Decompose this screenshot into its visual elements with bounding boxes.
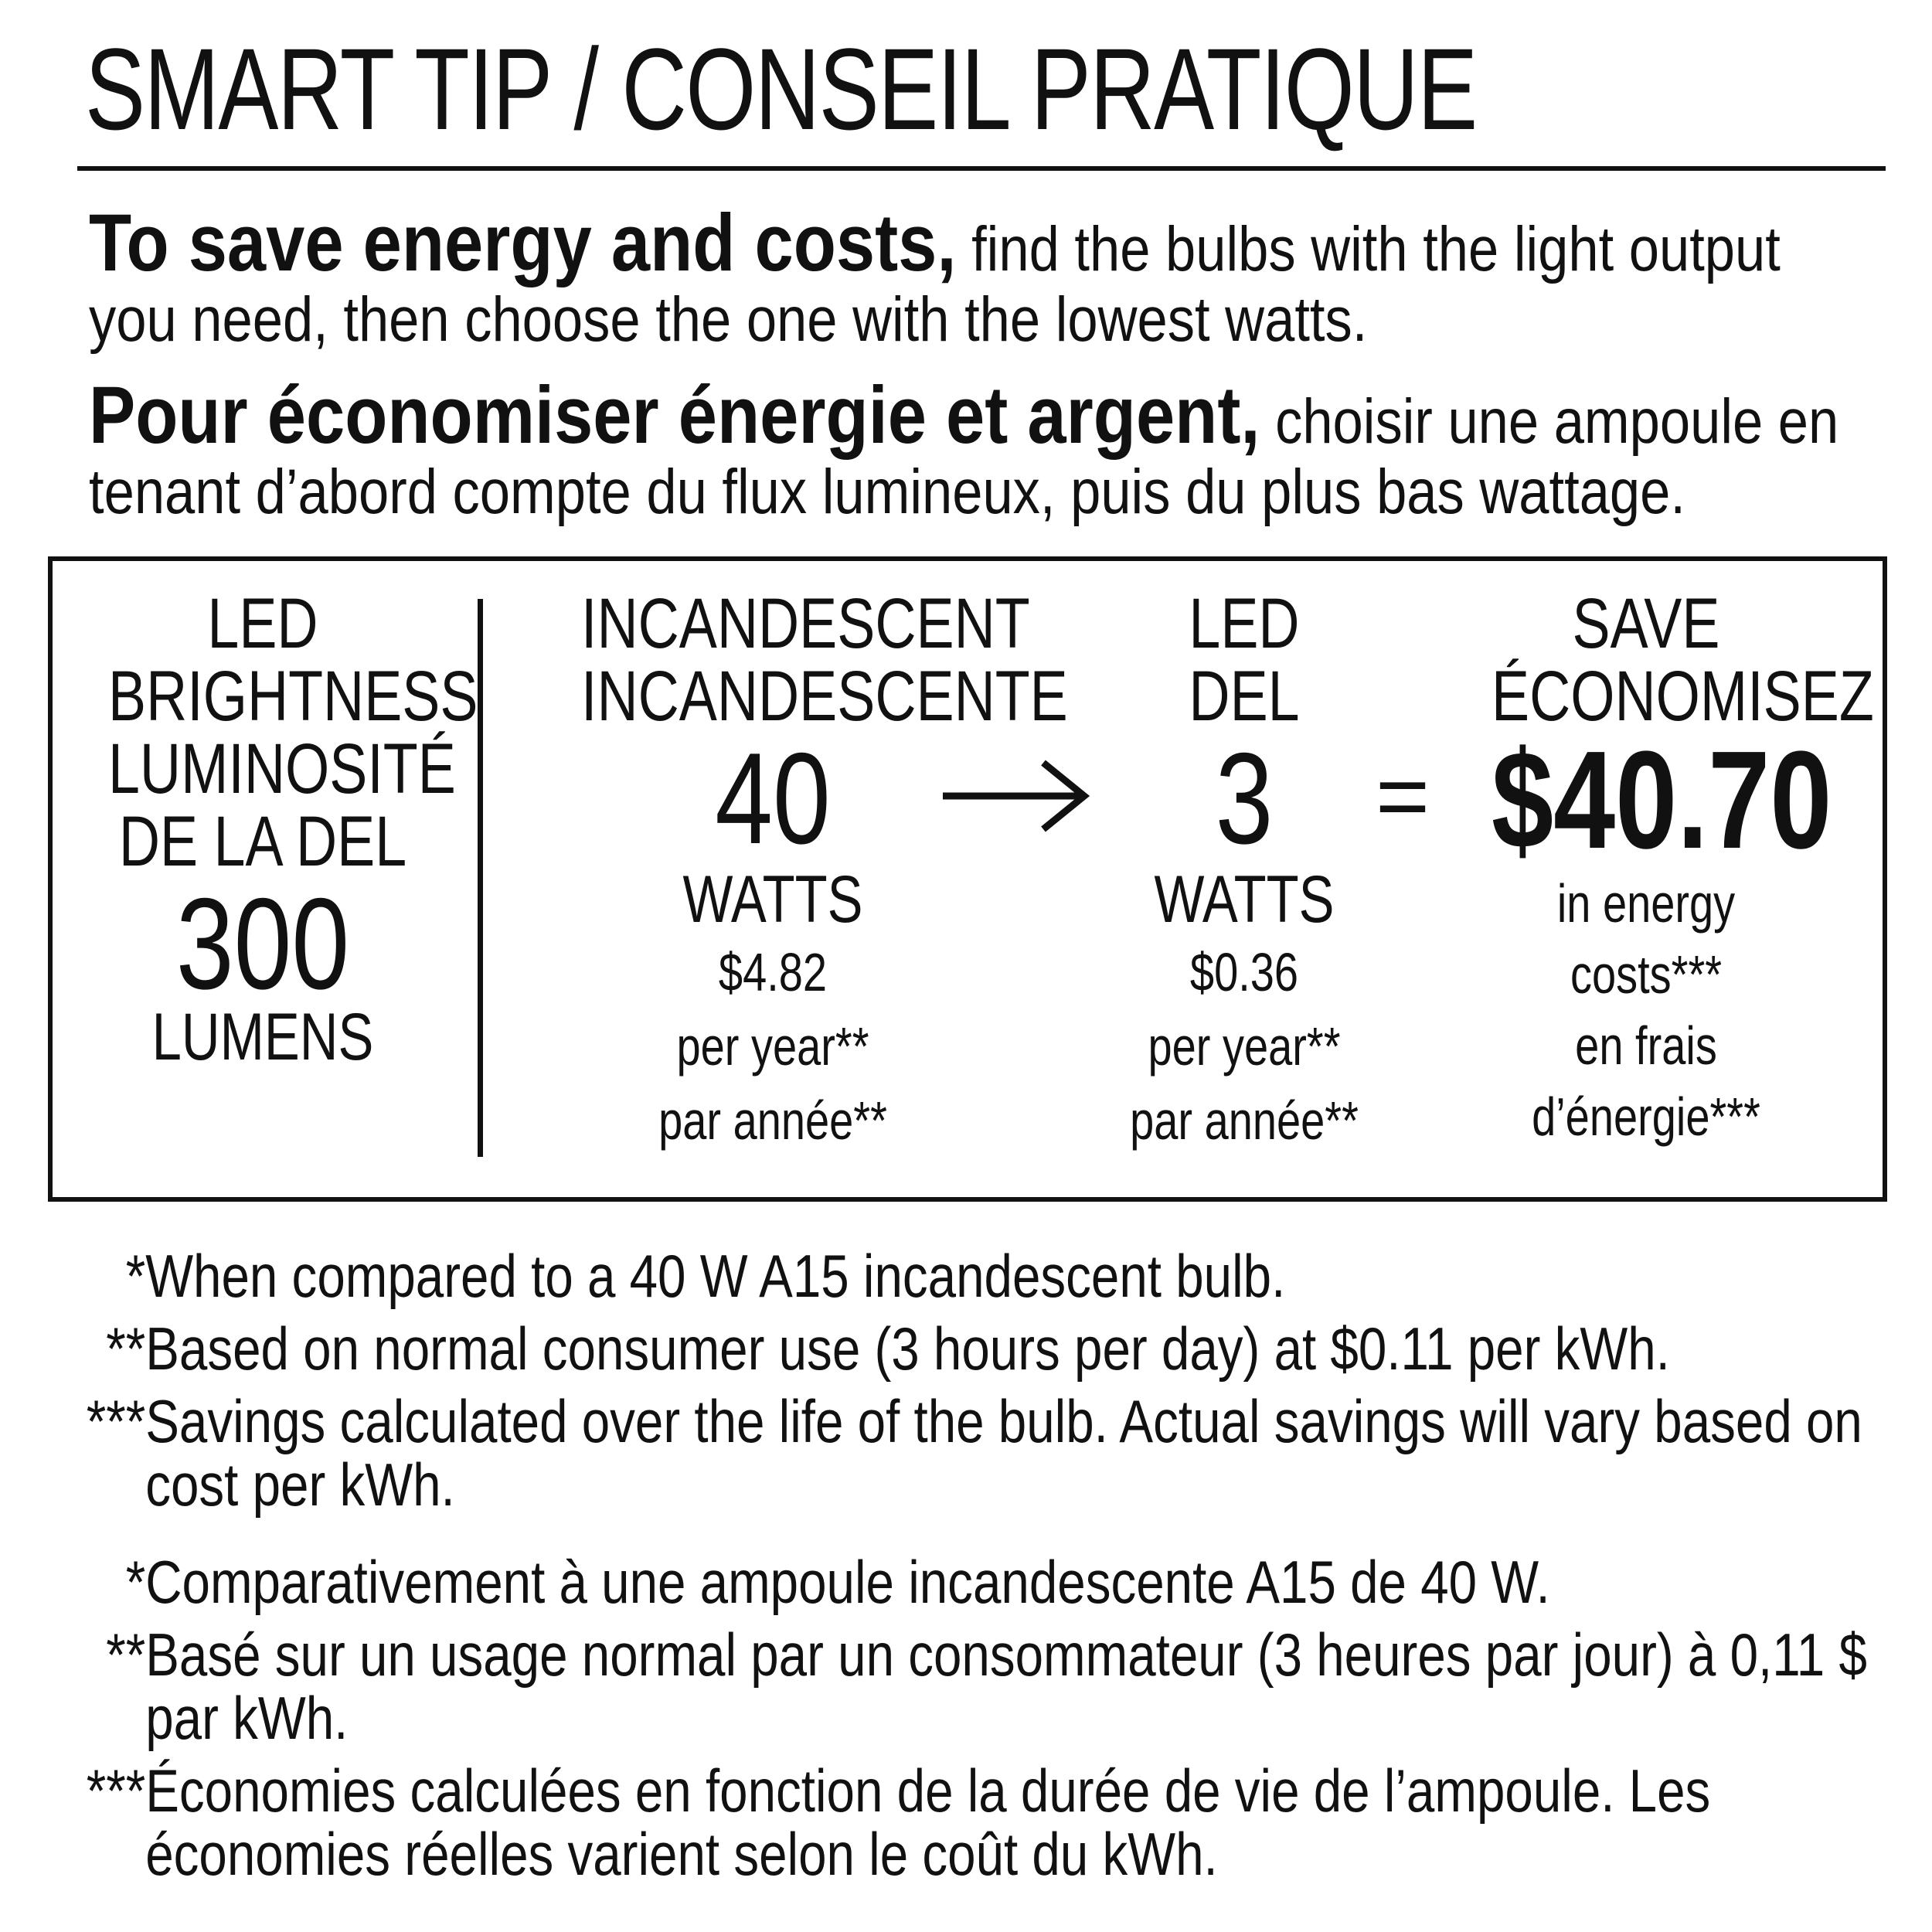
footnote-marker: *** [86,1757,146,1825]
brightness-label-4: DE LA DEL [118,802,407,881]
incandescent-par-annee: par année** [658,1090,887,1151]
led-column [1108,584,1380,1158]
incandescent-label-en: INCANDESCENT [581,584,1030,663]
intro-fr-line2: tenant d’abord compte du flux lumineux, puis du plus bas wattage. [89,457,1685,527]
box-divider [478,599,483,1157]
save-line-2: costs*** [1570,944,1723,1005]
footnote-fr-3 [77,1759,1932,1886]
led-unit: WATTS [1154,862,1335,937]
incandescent-unit: WATTS [682,862,863,937]
footnote-en-1 [77,1244,1932,1308]
led-cost: $0.36 [1189,942,1299,1002]
intro-en-lead: To save energy and costs, [89,198,957,288]
intro-fr-rest: choisir une ampoule en [1260,386,1839,457]
intro-english [89,197,1781,356]
led-watts: 3 [1215,726,1274,871]
led-per-year: per year** [1148,1016,1341,1077]
brightness-unit: LUMENS [151,1000,374,1074]
save-line-1: in energy [1556,873,1736,934]
save-label-fr: ÉCONOMISEZ [1492,657,1874,736]
page-title: SMART TIP / CONSEIL PRATIQUE [85,24,1477,154]
footnote-marker: * [125,1548,146,1616]
incandescent-per-year: per year** [676,1016,869,1077]
footnote-en-3 [77,1387,1932,1519]
intro-french [89,369,1839,529]
title-rule [77,166,1886,171]
intro-en-line2: you need, then choose the one with the lowest watts. [89,284,1368,355]
led-label-en: LED [1189,584,1300,663]
footnotes [77,1244,1901,1895]
save-line-4: d’énergie*** [1532,1087,1760,1147]
led-label-fr: DEL [1189,657,1300,736]
brightness-column [108,584,478,1074]
footnote-text: When compared to a 40 W A15 incandescent bulb. [145,1242,1286,1310]
intro-en-rest: find the bulbs with the light output [956,214,1781,284]
incandescent-column [581,584,1068,1158]
footnote-marker: * [125,1242,146,1310]
incandescent-label-fr: INCANDESCENTE [581,657,1068,736]
footnote-text: Savings calculated over the life of the bulb. Actual savings will vary based on cost per kWh. [145,1387,1862,1519]
right-arrow-icon [939,753,1094,838]
save-amount: $40.70 [1492,723,1832,878]
footnote-marker: ** [106,1315,146,1383]
footnote-en-2 [77,1315,1932,1383]
footnote-text: Économies calculées en fonction de la durée de vie de l’ampoule. Les économies réelles varient selon le coût du kWh. [145,1757,1711,1888]
brightness-label-2: BRIGHTNESS [108,657,478,736]
footnote-fr-1 [77,1550,1932,1614]
savings-column [1492,584,1874,1152]
brightness-value: 300 [175,871,350,1016]
incandescent-cost: $4.82 [718,942,828,1002]
brightness-label-3: LUMINOSITÉ [108,730,456,808]
footnote-marker: *** [86,1387,146,1455]
footnote-fr-2 [77,1623,1932,1750]
save-label-en: SAVE [1572,584,1720,663]
brightness-label-1: LED [207,584,318,663]
equals-sign: = [1376,744,1430,848]
save-line-3: en frais [1575,1015,1717,1076]
footnote-gap [77,1526,1901,1550]
footnote-text: Based on normal consumer use (3 hours per day) at $0.11 per kWh. [145,1315,1670,1383]
led-par-annee: par année** [1130,1090,1359,1151]
footnote-marker: ** [106,1621,146,1689]
footnote-text: Comparativement à une ampoule incandescente A15 de 40 W. [145,1548,1550,1616]
footnote-text: Basé sur un usage normal par un consommateur (3 heures par jour) à 0,11 $ par kWh. [145,1621,1867,1752]
intro-fr-lead: Pour économiser énergie et argent, [89,370,1260,461]
incandescent-watts: 40 [715,726,831,871]
